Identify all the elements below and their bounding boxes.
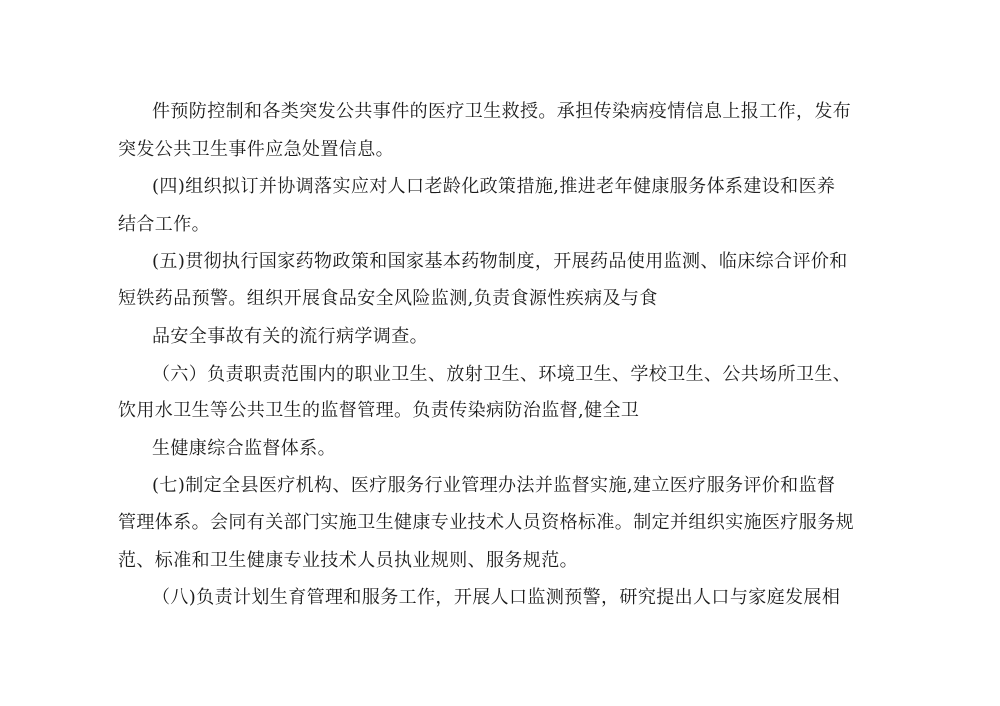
text-line: 管理体系。会同有关部门实施卫生健康专业技术人员资格标准。制定并组织实施医疗服务规 [118,512,854,533]
text-line: 饮用水卫生等公共卫生的监督管理。负责传染病防治监督,健全卫 [118,400,640,421]
text-line: 结合工作。 [118,214,210,235]
text-line: 突发公共卫生事件应急处置信息。 [118,139,394,160]
text-line: （六）负责职责范围内的职业卫生、放射卫生、环境卫生、学校卫生、公共场所卫生、 [152,364,852,385]
text-line: （八)负责计划生育管理和服务工作，开展人口监测预警，研究提出人口与家庭发展相 [152,587,841,608]
text-line: 件预防控制和各类突发公共事件的医疗卫生救授。承担传染病疫情信息上报工作，发布 [152,101,852,122]
text-line: 生健康综合监督体系。 [152,438,336,459]
text-line: (七)制定全县医疗机构、医疗服务行业管理办法并监督实施,建立医疗服务评价和监督 [152,475,836,496]
text-line: 范、标准和卫生健康专业技术人员执业规则、服务规范。 [118,550,578,571]
text-line: 品安全事故有关的流行病学调查。 [152,326,428,347]
text-line: (四)组织拟订并协调落实应对人口老龄化政策措施,推进老年健康服务体系建设和医养 [152,176,836,197]
text-line: 短铁药品预警。组织开展食品安全风险监测,负责食源性疾病及与食 [118,288,658,309]
text-line: (五)贯彻执行国家药物政策和国家基本药物制度，开展药品使用监测、临床综合评价和 [152,251,848,272]
